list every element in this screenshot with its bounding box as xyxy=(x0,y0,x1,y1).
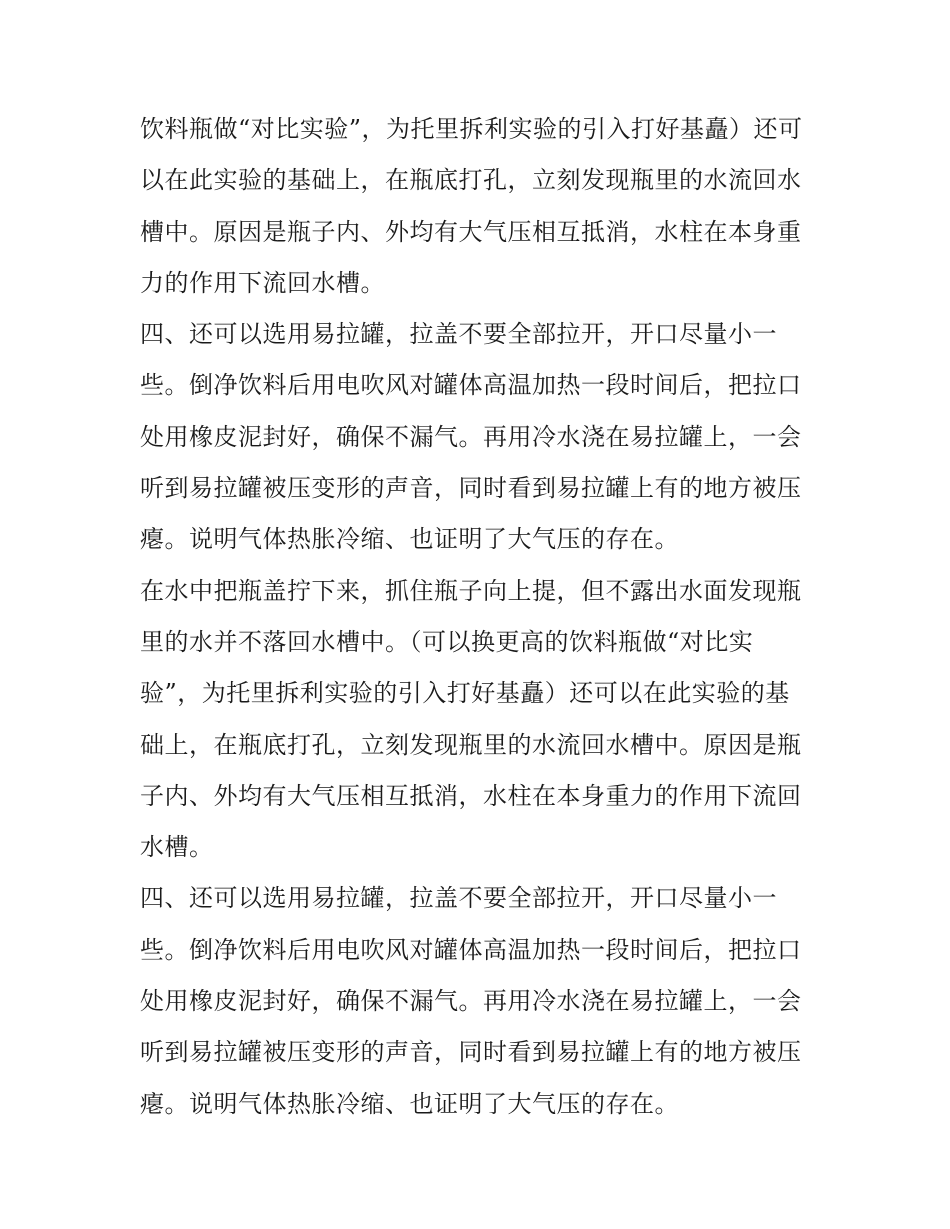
text-line: 槽中。原因是瓶子内、外均有大气压相互抵消，水柱在本身重 xyxy=(140,217,802,246)
document-body xyxy=(140,104,820,1130)
text-line: 水槽。 xyxy=(140,833,214,862)
text-line: 里的水并不落回水槽中。（可以换更高的饮料瓶做“对比实 xyxy=(140,627,754,656)
text-line: 子内、外均有大气压相互抵消，水柱在本身重力的作用下流回 xyxy=(140,781,802,810)
text-line: 听到易拉罐被压变形的声音，同时看到易拉罐上有的地方被压 xyxy=(140,474,802,503)
text-line: 在水中把瓶盖拧下来，抓住瓶子向上提，但不露出水面发现瓶 xyxy=(140,576,802,605)
text-line: 以在此实验的基础上，在瓶底打孔，立刻发现瓶里的水流回水 xyxy=(140,166,802,195)
text-line: 础上，在瓶底打孔，立刻发现瓶里的水流回水槽中。原因是瓶 xyxy=(140,730,802,759)
text-line: 四、还可以选用易拉罐，拉盖不要全部拉开，开口尽量小一 xyxy=(140,884,777,913)
text-line: 听到易拉罐被压变形的声音，同时看到易拉罐上有的地方被压 xyxy=(140,1038,802,1067)
text-line: 四、还可以选用易拉罐，拉盖不要全部拉开，开口尽量小一 xyxy=(140,320,777,349)
text-line: 饮料瓶做“对比实验”，为托里拆利实验的引入打好基矗）还可 xyxy=(140,115,803,143)
text-line: 些。倒净饮料后用电吹风对罐体高温加热一段时间后，把拉口 xyxy=(140,371,802,400)
text-line: 处用橡皮泥封好，确保不漏气。再用冷水浇在易拉罐上，一会 xyxy=(140,422,802,451)
text-line: 力的作用下流回水槽。 xyxy=(140,268,385,297)
text-line: 处用橡皮泥封好，确保不漏气。再用冷水浇在易拉罐上，一会 xyxy=(140,987,802,1016)
text-line: 瘪。说明气体热胀冷缩、也证明了大气压的存在。 xyxy=(140,525,679,554)
text-line: 些。倒净饮料后用电吹风对罐体高温加热一段时间后，把拉口 xyxy=(140,935,802,964)
text-line: 瘪。说明气体热胀冷缩、也证明了大气压的存在。 xyxy=(140,1089,679,1118)
text-line: 验”，为托里拆利实验的引入打好基矗）还可以在此实验的基 xyxy=(140,679,790,708)
